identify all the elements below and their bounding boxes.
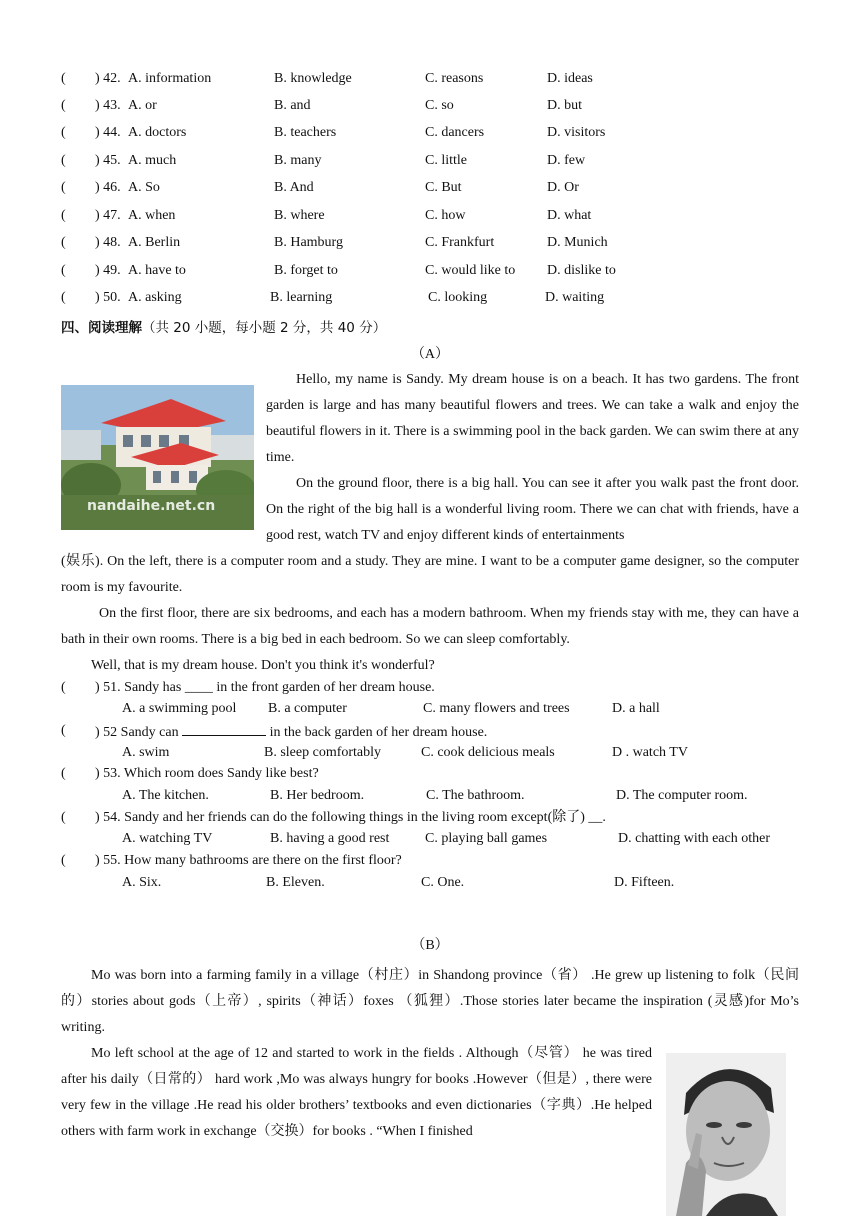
option-a: A. a swimming pool xyxy=(122,701,237,716)
option-c: C. Frankfurt xyxy=(425,235,495,250)
passage-b-label: （B） xyxy=(411,938,449,953)
answer-paren: ( xyxy=(61,810,66,825)
option-d: D. Munich xyxy=(547,235,608,250)
option-a: A. when xyxy=(128,208,176,223)
option-c: C. playing ball games xyxy=(425,831,548,846)
option-b: B. teachers xyxy=(274,125,337,140)
passage-a-paragraph-2-tail: (娱乐). On the left, there is a computer room and a study. They are mine. I want to be a computer game designer, so the computer room is my favourite. xyxy=(61,554,799,595)
answer-paren: ( xyxy=(61,153,66,168)
cloze-item xyxy=(61,69,801,89)
passage-a-paragraph-4: Well, that is my dream house. Don't you think it's wonderful? xyxy=(91,658,435,673)
answer-blank xyxy=(182,721,266,736)
answer-paren: ( xyxy=(61,853,66,868)
option-c: C. dancers xyxy=(425,125,485,140)
question-stem-end: in the back garden of her dream house. xyxy=(266,725,488,740)
answer-paren: ( xyxy=(61,180,66,195)
option-d: D. Fifteen. xyxy=(614,875,675,890)
option-c: C. many flowers and trees xyxy=(423,701,570,716)
option-b: B. many xyxy=(274,153,322,168)
cloze-item xyxy=(61,178,801,198)
option-d: D. a hall xyxy=(612,701,660,716)
option-a: A. information xyxy=(128,71,212,86)
cloze-item xyxy=(61,288,801,308)
answer-paren: ( xyxy=(61,723,66,738)
option-b: B. where xyxy=(274,208,325,223)
question-number: ) 48. xyxy=(95,235,121,250)
option-b: B. Her bedroom. xyxy=(270,788,365,803)
cloze-item xyxy=(61,151,801,171)
question-number: ) 50. xyxy=(95,290,121,305)
option-a: A. So xyxy=(128,180,160,195)
question-number: ) 47. xyxy=(95,208,121,223)
option-c: C. One. xyxy=(421,875,465,890)
cloze-item xyxy=(61,123,801,143)
passage-b-paragraph-2: Mo left school at the age of 12 and started to work in the fields . Although（尽管） he was tired after his daily（日常的） hard work ,Mo was always hungry for books .However（但是）, there were very few in the village .He read his older brothers’ textbooks and even dictionaries（字典）.He helped others with farm work in exchange（交换）for books . “When I finished xyxy=(61,1046,652,1139)
answer-paren: ( xyxy=(61,766,66,781)
question-number: ) 44. xyxy=(95,125,121,140)
passage-a-paragraph-3: On the first floor, there are six bedrooms, and each has a modern bathroom. When my friends stay with me, they can have a bath in their own rooms. There is a big bed in each bedroom. So we can sleep comfortably. xyxy=(61,606,799,647)
option-c: C. cook delicious meals xyxy=(421,745,555,760)
option-d: D. dislike to xyxy=(547,263,616,278)
answer-paren: ( xyxy=(61,125,66,140)
answer-paren: ( xyxy=(61,98,66,113)
option-a: A. Berlin xyxy=(128,235,181,250)
option-b: B. a computer xyxy=(268,701,347,716)
option-d: D. The computer room. xyxy=(616,788,748,803)
option-c: C. how xyxy=(425,208,466,223)
answer-paren: ( xyxy=(61,235,66,250)
option-b: B. sleep comfortably xyxy=(264,745,382,760)
option-d: D . watch TV xyxy=(612,745,688,760)
option-b: B. learning xyxy=(270,290,333,305)
section-title xyxy=(61,316,386,336)
answer-paren: ( xyxy=(61,290,66,305)
cloze-item xyxy=(61,96,801,116)
answer-paren: ( xyxy=(61,680,66,695)
cloze-item xyxy=(61,206,801,226)
option-a: A. much xyxy=(128,153,177,168)
question-stem-start: ) 52 Sandy can xyxy=(95,725,183,740)
section-title-note: （共 20 小题，每小题 2 分，共 40 分） xyxy=(142,320,387,336)
option-d: D. chatting with each other xyxy=(618,831,771,846)
passage-a-paragraph-1: Hello, my name is Sandy. My dream house is on a beach. It has two gardens. The front garden is large and has many beautiful flowers and trees. We can take a walk and enjoy the beautiful flowers in it. There is a swimming pool in the back garden. We can swim there at any time. xyxy=(266,372,799,465)
option-a: A. swim xyxy=(122,745,170,760)
option-c: C. little xyxy=(425,153,467,168)
option-d: D. Or xyxy=(547,180,579,195)
option-a: A. or xyxy=(128,98,157,113)
cloze-item xyxy=(61,233,801,253)
dream-house-photo xyxy=(61,385,254,530)
passage-a-paragraph-2: On the ground floor, there is a big hall. You can see it after you walk past the front door. On the right of the big hall is a wonderful living room. There we can chat with friends, have a good rest, watch TV and enjoy different kinds of entertainments xyxy=(266,476,799,543)
section-title-text: 四、阅读理解 xyxy=(61,320,142,336)
question-number: ) 46. xyxy=(95,180,121,195)
question-stem xyxy=(95,721,487,743)
question-number: ) 42. xyxy=(95,71,121,86)
option-a: A. The kitchen. xyxy=(122,788,209,803)
option-d: D. ideas xyxy=(547,71,593,86)
option-b: B. forget to xyxy=(274,263,338,278)
option-a: A. watching TV xyxy=(122,831,213,846)
question-stem: ) 55. How many bathrooms are there on the first floor? xyxy=(95,853,402,868)
option-a: A. Six. xyxy=(122,875,162,890)
option-c: C. would like to xyxy=(425,263,516,278)
option-b: B. Eleven. xyxy=(266,875,325,890)
option-c: C. But xyxy=(425,180,462,195)
option-a: A. have to xyxy=(128,263,186,278)
question-stem: ) 51. Sandy has ____ in the front garden of her dream house. xyxy=(95,680,435,695)
question-stem: ) 53. Which room does Sandy like best? xyxy=(95,766,319,781)
option-b: B. And xyxy=(274,180,314,195)
answer-paren: ( xyxy=(61,71,66,86)
passage-b-paragraph-1: Mo was born into a farming family in a village（村庄）in Shandong province（省） .He grew up listening to folk（民间的）stories about gods（上帝）, spirits（神话）foxes （狐狸）.Those stories later became the inspiration (灵感)for Mo’s writing. xyxy=(61,968,799,1035)
option-c: C. so xyxy=(425,98,454,113)
option-b: B. having a good rest xyxy=(270,831,390,846)
mo-yan-portrait xyxy=(666,1053,786,1216)
cloze-item xyxy=(61,261,801,281)
option-c: C. The bathroom. xyxy=(426,788,525,803)
option-b: B. and xyxy=(274,98,311,113)
option-a: A. doctors xyxy=(128,125,187,140)
option-c: C. reasons xyxy=(425,71,484,86)
passage-a-label: （A） xyxy=(410,347,450,362)
option-c: C. looking xyxy=(428,290,488,305)
option-a: A. asking xyxy=(128,290,182,305)
answer-paren: ( xyxy=(61,263,66,278)
option-b: B. knowledge xyxy=(274,71,352,86)
option-d: D. visitors xyxy=(547,125,606,140)
question-number: ) 43. xyxy=(95,98,121,113)
option-b: B. Hamburg xyxy=(274,235,343,250)
question-number: ) 45. xyxy=(95,153,121,168)
question-stem: ) 54. Sandy and her friends can do the following things in the living room except(除了) __. xyxy=(95,810,606,825)
answer-paren: ( xyxy=(61,208,66,223)
option-d: D. what xyxy=(547,208,592,223)
option-d: D. few xyxy=(547,153,586,168)
photo-watermark: nandaihe.net.cn xyxy=(87,498,216,514)
question-number: ) 49. xyxy=(95,263,121,278)
option-d: D. waiting xyxy=(545,290,605,305)
option-d: D. but xyxy=(547,98,582,113)
